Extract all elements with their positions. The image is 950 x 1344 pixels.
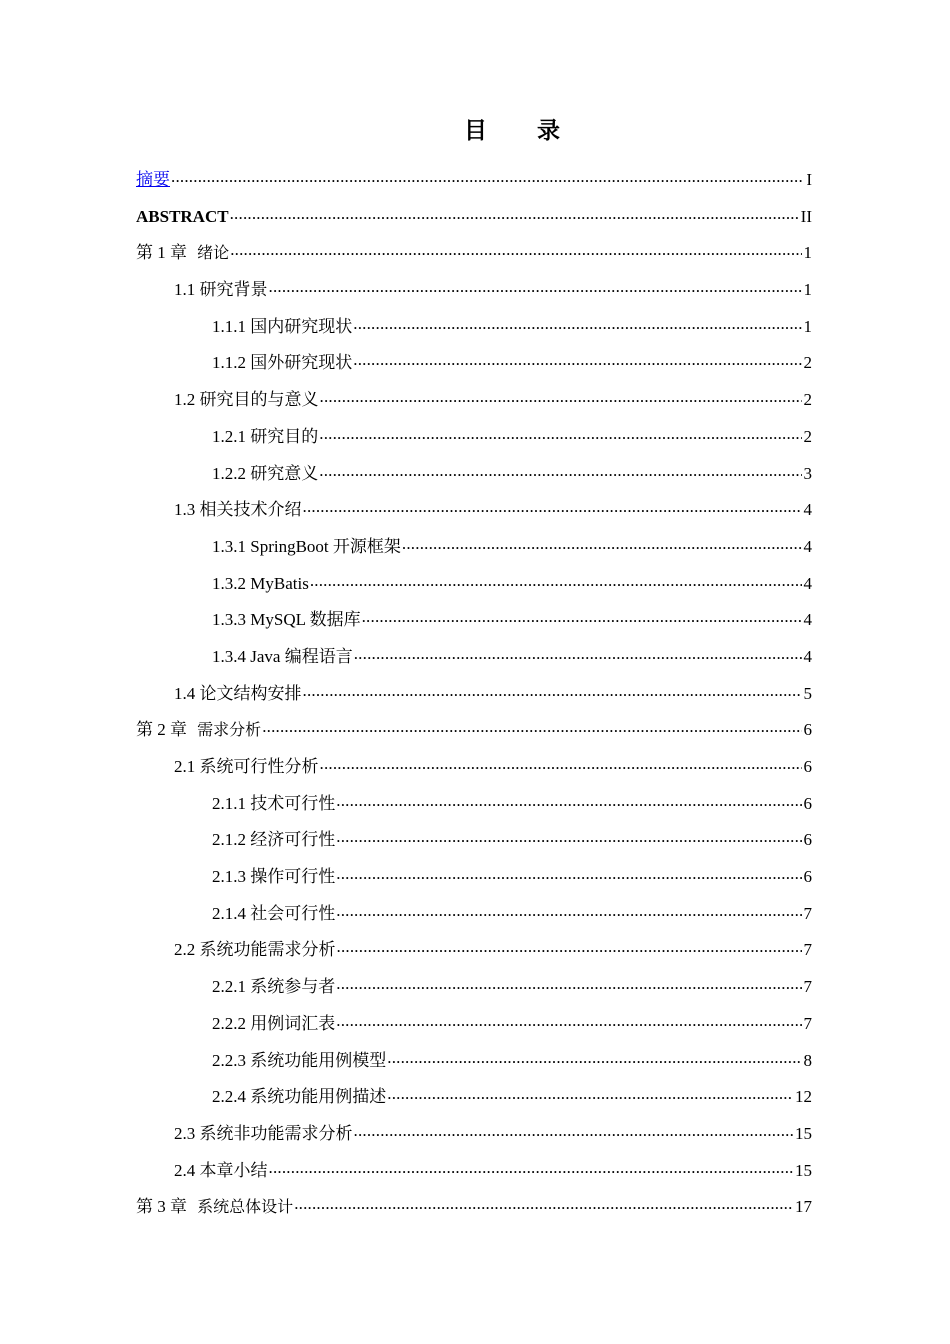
toc-entry[interactable] [136,199,812,236]
toc-entry[interactable] [136,822,812,859]
toc-entry-label: 1.1.1 国内研究现状 [212,316,353,336]
dot-leader [269,278,802,295]
toc-entry[interactable] [136,1043,812,1080]
dot-leader [294,1195,793,1212]
chapter-title: 系统总体设计 [197,1197,294,1217]
dot-leader [303,498,802,515]
dot-leader [353,351,801,368]
toc-page-number: 7 [803,940,812,960]
toc-entry-label [136,235,229,272]
toc-page-number: 6 [803,720,812,740]
dot-leader [354,645,802,662]
toc-entry-label: 2.3 系统非功能需求分析 [174,1123,353,1143]
dot-leader [230,241,801,258]
dot-leader [336,792,801,809]
table-of-contents [136,162,812,1226]
chapter-number: 第 2 章 [136,720,187,740]
toc-entry[interactable] [136,712,812,749]
dot-leader [387,1085,793,1102]
toc-entry[interactable] [136,676,812,713]
dot-leader [353,315,801,332]
toc-page-number: 2 [803,390,812,410]
toc-entry[interactable] [136,1189,812,1226]
toc-entry[interactable] [136,419,812,456]
toc-entry-label: 2.2.2 用例词汇表 [212,1013,336,1033]
dot-leader [262,718,801,735]
toc-entry-label: 2.1 系统可行性分析 [174,757,319,776]
toc-entry-label: 2.1.3 操作可行性 [212,867,336,887]
toc-entry-label: 1.3 相关技术介绍 [174,500,302,520]
toc-entry[interactable] [136,1153,812,1190]
toc-entry-label: 2.2 系统功能需求分析 [174,940,336,960]
chapter-title: 需求分析 [197,720,262,740]
toc-entry-label: 1.4 论文结构安排 [174,683,302,703]
dot-leader [354,1122,794,1139]
toc-entry[interactable] [136,566,812,603]
toc-entry-label: 2.2.1 系统参与者 [212,977,336,997]
dot-leader [319,462,801,479]
toc-page-number: 4 [803,610,812,630]
toc-page-number: 1 [803,243,812,263]
toc-entry-label: 2.1.4 社会可行性 [212,903,336,923]
toc-entry-label: 1.2 研究目的与意义 [174,390,319,410]
dot-leader [336,1012,801,1029]
dot-leader [303,682,802,699]
toc-entry-label: ABSTRACT [136,206,229,226]
toc-page-number: II [800,206,812,226]
toc-page-number: 1 [803,316,812,336]
toc-entry-label[interactable]: 摘要 [136,170,170,189]
toc-entry[interactable] [136,859,812,896]
toc-entry-label [136,1189,293,1226]
toc-entry-label: 2.1.2 经济可行性 [212,830,336,850]
toc-page-number: 3 [803,463,812,483]
toc-page-number: 6 [803,830,812,850]
toc-entry-label: 2.4 本章小结 [174,1160,268,1180]
dot-leader [362,608,802,625]
toc-page-number: 2 [803,426,812,446]
toc-entry[interactable] [136,932,812,969]
toc-page-number: 2 [803,353,812,373]
toc-entry[interactable] [136,749,812,786]
title-char-2: 录 [537,118,562,144]
toc-entry[interactable] [136,1079,812,1116]
toc-entry[interactable] [136,1006,812,1043]
chapter-number: 第 1 章 [136,243,187,263]
dot-leader [337,938,802,955]
toc-entry[interactable] [136,1116,812,1153]
toc-entry[interactable] [136,969,812,1006]
toc-entry[interactable] [136,382,812,419]
dot-leader [336,865,801,882]
toc-entry[interactable] [136,896,812,933]
toc-entry-label: 2.1.1 技术可行性 [212,793,336,813]
toc-entry-label: 2.2.4 系统功能用例描述 [212,1087,387,1107]
toc-page-number: 12 [795,1087,812,1107]
toc-page-number: 6 [803,757,812,776]
toc-page-number: 15 [795,1123,812,1143]
toc-entry[interactable] [136,235,812,272]
toc-page-number: 4 [803,573,812,593]
toc-entry[interactable] [136,272,812,309]
toc-page-number: 7 [803,1013,812,1033]
toc-entry-label: 1.3.4 Java 编程语言 [212,646,353,666]
toc-page-number: 4 [803,500,812,520]
toc-page-number: 7 [803,977,812,997]
toc-page-number: 7 [803,903,812,923]
dot-leader [230,205,799,222]
toc-entry-label: 1.2.2 研究意义 [212,463,319,483]
toc-entry-label [136,712,261,749]
dot-leader [387,1049,801,1066]
toc-entry[interactable] [136,529,812,566]
toc-page-number: 17 [795,1197,812,1217]
toc-entry[interactable] [136,456,812,493]
dot-leader [320,755,802,772]
toc-page-number: 8 [803,1050,812,1070]
dot-leader [336,902,801,919]
dot-leader [319,425,801,442]
dot-leader [310,572,802,589]
toc-page-number: 6 [803,867,812,887]
dot-leader [320,388,802,405]
page-title [0,112,950,145]
toc-entry[interactable] [136,639,812,676]
toc-page-number: 6 [803,793,812,813]
toc-page-number: 4 [803,536,812,556]
toc-entry[interactable] [136,492,812,529]
dot-leader [336,975,801,992]
toc-page-number: 5 [803,683,812,703]
toc-page-number: 15 [795,1160,812,1180]
toc-entry[interactable] [136,786,812,823]
toc-entry-label: 1.3.3 MySQL 数据库 [212,610,361,630]
chapter-number: 第 3 章 [136,1197,187,1217]
toc-entry[interactable] [136,309,812,346]
toc-page-number: 4 [803,646,812,666]
toc-entry-label: 1.2.1 研究目的 [212,426,319,446]
dot-leader [269,1159,794,1176]
title-char-1: 目 [464,118,489,144]
toc-entry-label: 1.3.1 SpringBoot 开源框架 [212,536,401,556]
toc-page-number: I [806,170,812,189]
chapter-title: 绪论 [197,243,230,263]
dot-leader [336,828,801,845]
toc-entry-label: 1.1.2 国外研究现状 [212,353,353,373]
toc-entry-label: 2.2.3 系统功能用例模型 [212,1050,387,1070]
toc-entry-label: 1.1 研究背景 [174,280,268,300]
toc-entry[interactable] [136,345,812,382]
dot-leader [402,535,802,552]
toc-page-number: 1 [803,280,812,300]
toc-entry[interactable] [136,602,812,639]
toc-entry[interactable] [136,162,812,199]
dot-leader [171,168,804,185]
toc-entry-label: 1.3.2 MyBatis [212,573,309,593]
